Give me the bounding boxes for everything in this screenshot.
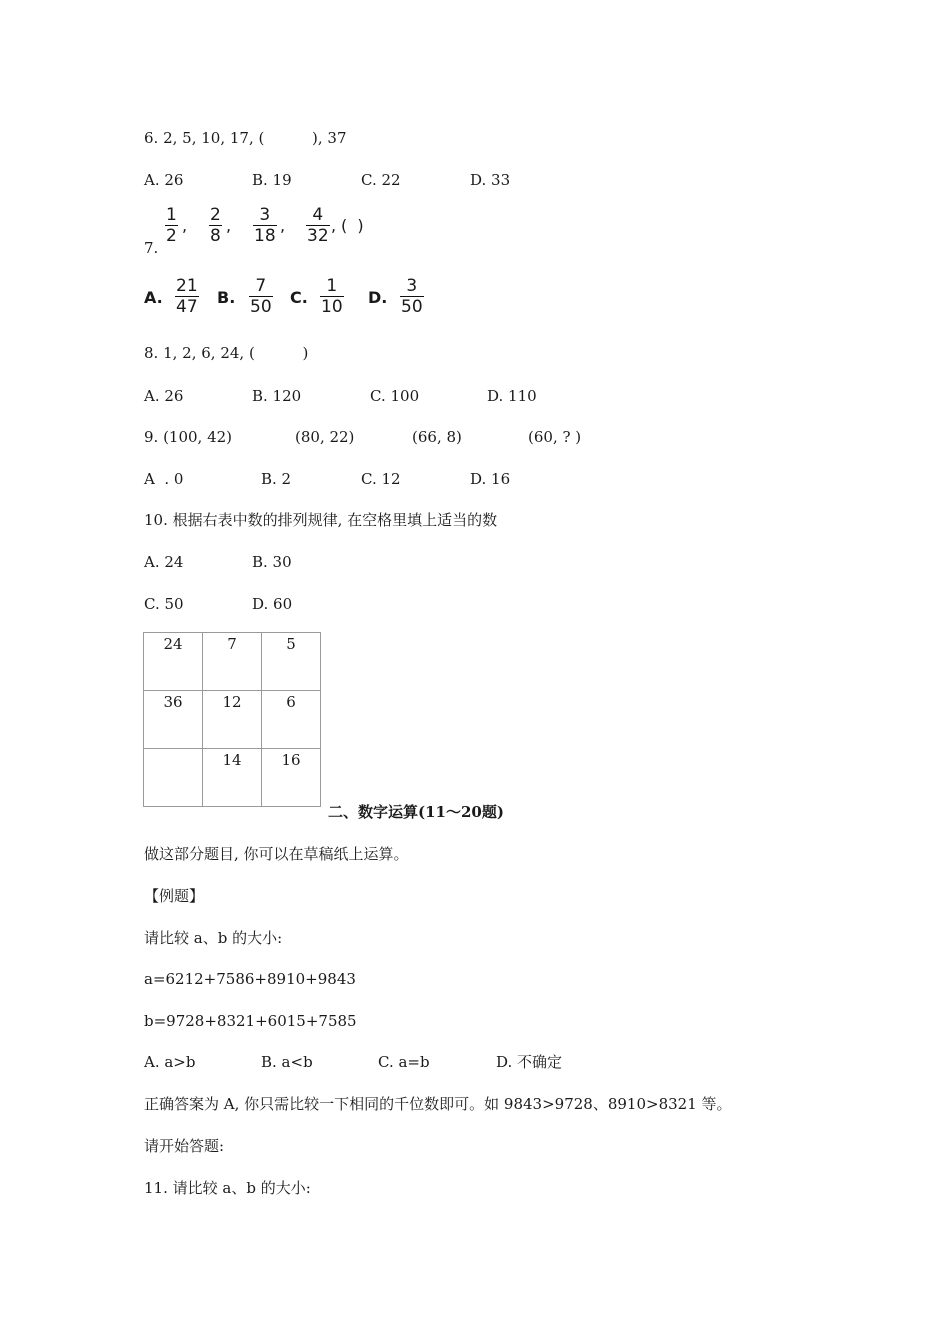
q6-option-a: A. 26 xyxy=(144,171,184,189)
start-instruction: 请开始答题: xyxy=(144,1137,225,1155)
example-option-c: C. a=b xyxy=(378,1053,430,1071)
q7-option-d-den: 50 xyxy=(401,297,423,318)
q7-option-c-den: 10 xyxy=(321,297,343,318)
table-cell: 16 xyxy=(262,749,321,807)
q10-option-d: D. 60 xyxy=(252,595,293,613)
q6-option-c: C. 22 xyxy=(361,171,401,189)
example-option-d: D. 不确定 xyxy=(496,1053,563,1071)
section-title: 二、数字运算(11～20题) xyxy=(328,803,504,821)
q7-number: 7. xyxy=(144,239,159,257)
q9-option-c: C. 12 xyxy=(361,470,401,488)
q9-part-2: (80, 22) xyxy=(295,428,355,446)
q10-option-a: A. 24 xyxy=(144,553,184,571)
table-cell: 14 xyxy=(203,749,262,807)
q7-fraction-2 xyxy=(209,205,222,246)
q7-fraction-1-num: 1 xyxy=(166,205,177,225)
q7-sep-2: , xyxy=(226,216,232,235)
table-row xyxy=(144,749,321,807)
q7-sep-3: , xyxy=(280,216,286,235)
table-cell: 5 xyxy=(262,633,321,691)
q7-option-a-fraction xyxy=(175,276,199,317)
q7-option-d-letter: D. xyxy=(368,288,388,307)
section-intro: 做这部分题目, 你可以在草稿纸上运算。 xyxy=(144,845,409,863)
q8-option-d: D. 110 xyxy=(487,387,537,405)
q8-option-c: C. 100 xyxy=(370,387,420,405)
q7-fraction-4-den: 32 xyxy=(307,226,329,247)
q8-option-a: A. 26 xyxy=(144,387,184,405)
q7-option-c-num: 1 xyxy=(326,276,338,296)
example-a-expression: a=6212+7586+8910+9843 xyxy=(144,970,356,988)
q7-blank: ( ) xyxy=(341,216,364,235)
q8-option-b: B. 120 xyxy=(252,387,302,405)
table-cell: 6 xyxy=(262,691,321,749)
table-cell: 12 xyxy=(203,691,262,749)
q10-stem: 10. 根据右表中数的排列规律, 在空格里填上适当的数 xyxy=(144,511,498,529)
example-option-a: A. a>b xyxy=(144,1053,196,1071)
q6-stem: 6. 2, 5, 10, 17, ( ), 37 xyxy=(144,129,347,147)
table-cell: 24 xyxy=(144,633,203,691)
q7-option-c-fraction xyxy=(320,276,344,317)
q7-option-c-letter: C. xyxy=(290,288,308,307)
q9-option-d: D. 16 xyxy=(470,470,511,488)
q7-fraction-1 xyxy=(165,205,178,246)
q8-stem: 8. 1, 2, 6, 24, ( ) xyxy=(144,344,309,362)
q7-option-b-den: 50 xyxy=(250,297,272,318)
q9-part-4: (60, ? ) xyxy=(528,428,582,446)
q7-option-a-num: 21 xyxy=(176,276,198,296)
q7-option-b-num: 7 xyxy=(255,276,267,296)
table-cell-empty xyxy=(144,749,203,807)
q10-option-b: B. 30 xyxy=(252,553,292,571)
q9-option-a: A . 0 xyxy=(144,470,184,488)
table-row xyxy=(144,691,321,749)
q7-option-d-fraction xyxy=(400,276,424,317)
example-label: 【例题】 xyxy=(144,887,205,905)
example-stem: 请比较 a、b 的大小: xyxy=(144,929,283,947)
q7-option-d-num: 3 xyxy=(406,276,418,296)
q7-fraction-4-num: 4 xyxy=(312,205,324,225)
q7-option-b-fraction xyxy=(249,276,273,317)
answer-note: 正确答案为 A, 你只需比较一下相同的千位数即可。如 9843>9728、8910>8321 等。 xyxy=(144,1095,732,1113)
example-b-expression: b=9728+8321+6015+7585 xyxy=(144,1012,357,1030)
q7-fraction-2-den: 8 xyxy=(210,226,221,247)
table-cell: 36 xyxy=(144,691,203,749)
q7-option-a-den: 47 xyxy=(176,297,198,318)
table-row xyxy=(144,633,321,691)
q7-fraction-3-num: 3 xyxy=(259,205,271,225)
q11-stem: 11. 请比较 a、b 的大小: xyxy=(144,1179,311,1197)
q10-option-c: C. 50 xyxy=(144,595,184,613)
q7-fraction-2-num: 2 xyxy=(210,205,221,225)
q7-option-a-letter: A. xyxy=(144,288,163,307)
example-option-b: B. a<b xyxy=(261,1053,313,1071)
q7-sep-1: , xyxy=(182,216,188,235)
q9-part-1: 9. (100, 42) xyxy=(144,428,233,446)
q7-fraction-4 xyxy=(306,205,330,246)
q7-fraction-1-den: 2 xyxy=(166,226,177,247)
q10-number-table xyxy=(143,632,321,807)
q6-option-b: B. 19 xyxy=(252,171,292,189)
q7-fraction-3-den: 18 xyxy=(254,226,276,247)
table-cell: 7 xyxy=(203,633,262,691)
q7-option-b-letter: B. xyxy=(217,288,236,307)
q9-part-3: (66, 8) xyxy=(412,428,462,446)
q9-option-b: B. 2 xyxy=(261,470,292,488)
q7-fraction-3 xyxy=(253,205,277,246)
q7-sep-4: , xyxy=(331,216,337,235)
q6-option-d: D. 33 xyxy=(470,171,511,189)
